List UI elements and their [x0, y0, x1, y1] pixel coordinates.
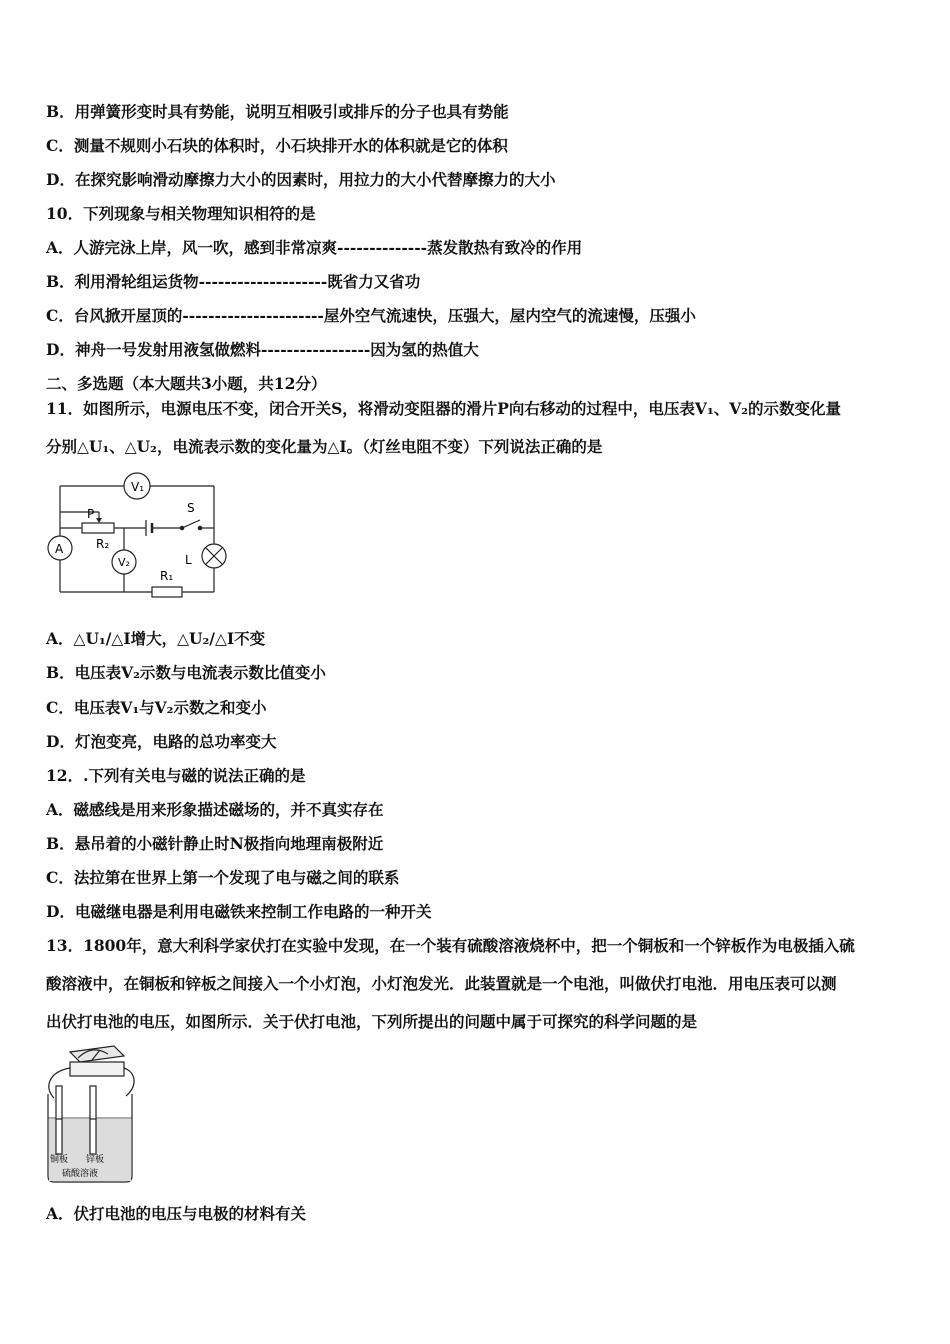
q9-option-c: C．测量不规则小石块的体积时，小石块排开水的体积就是它的体积	[46, 136, 508, 155]
slider-label: P	[87, 507, 95, 521]
section-heading: 二、多选题（本大题共3小题，共12分）	[46, 374, 327, 393]
q10-option-b: B．利用滑轮组运货物--------------------既省力又省功	[46, 272, 421, 291]
zinc-plate-label: 锌板	[86, 1155, 105, 1165]
v2-label: V₂	[118, 556, 130, 569]
q13-option-a: A．伏打电池的电压与电极的材料有关	[46, 1204, 307, 1223]
q13-stem-line2: 酸溶液中，在铜板和锌板之间接入一个小灯泡，小灯泡发光．此装置就是一个电池，叫做伏打电池．用电压表可以测	[46, 974, 837, 993]
q12-option-b: B．悬吊着的小磁针静止时N极指向地理南极附近	[46, 834, 384, 853]
q12-option-a: A．磁感线是用来形象描述磁场的，并不真实存在	[46, 800, 384, 819]
q11-option-c: C．电压表V₁与V₂示数之和变小	[46, 698, 267, 717]
q13-stem-line1: 13．1800年，意大利科学家伏打在实验中发现，在一个装有硫酸溶液烧杯中，把一个铜板和一个锌板作为电极插入硫	[46, 936, 855, 955]
q11-stem-line1: 11．如图所示，电源电压不变，闭合开关S，将滑动变阻器的滑片P向右移动的过程中，电压表V₁、V₂的示数变化量	[46, 399, 842, 418]
q12-option-d: D．电磁继电器是利用电磁铁来控制工作电路的一种开关	[46, 902, 432, 921]
q10-option-c: C．台风掀开屋顶的----------------------屋外空气流速快，压强大，屋内空气的流速慢，压强小	[46, 306, 696, 325]
q9-option-b: B．用弹簧形变时具有势能，说明互相吸引或排斥的分子也具有势能	[46, 102, 509, 121]
q12-stem: 12．.下列有关电与磁的说法正确的是	[46, 766, 306, 785]
q10-stem: 10．下列现象与相关物理知识相符的是	[46, 204, 316, 223]
q13-stem-line3: 出伏打电池的电压，如图所示．关于伏打电池，下列所提出的问题中属于可探究的科学问题的是	[46, 1012, 698, 1031]
q11-option-b: B．电压表V₂示数与电流表示数比值变小	[46, 663, 326, 682]
ammeter-label: A	[55, 542, 64, 556]
lamp-label: L	[185, 553, 192, 567]
q10-option-a: A．人游完泳上岸，风一吹，感到非常凉爽--------------蒸发散热有致冷的作用	[46, 238, 583, 257]
solution-label: 硫酸溶液	[62, 1169, 99, 1179]
q11-option-a: A．△U₁/△I增大，△U₂/△I不变	[46, 629, 266, 648]
r2-label: R₂	[96, 537, 110, 551]
q10-option-d: D．神舟一号发射用液氢做燃料-----------------因为氢的热值大	[46, 340, 479, 359]
v1-label: V₁	[131, 480, 145, 494]
switch-label: S	[187, 501, 195, 515]
q11-option-d: D．灯泡变亮，电路的总功率变大	[46, 732, 277, 751]
q9-option-d: D．在探究影响滑动摩擦力大小的因素时，用拉力的大小代替摩擦力的大小	[46, 170, 556, 189]
r1-label: R₁	[160, 569, 174, 583]
copper-plate-label: 铜板	[50, 1155, 69, 1165]
q11-stem-line2: 分别△U₁、△U₂，电流表示数的变化量为△I。（灯丝电阻不变）下列说法正确的是	[46, 437, 603, 456]
q12-option-c: C．法拉第在世界上第一个发现了电与磁之间的联系	[46, 868, 400, 887]
voltaic-cell-diagram	[40, 1038, 140, 1184]
circuit-diagram	[44, 468, 244, 602]
